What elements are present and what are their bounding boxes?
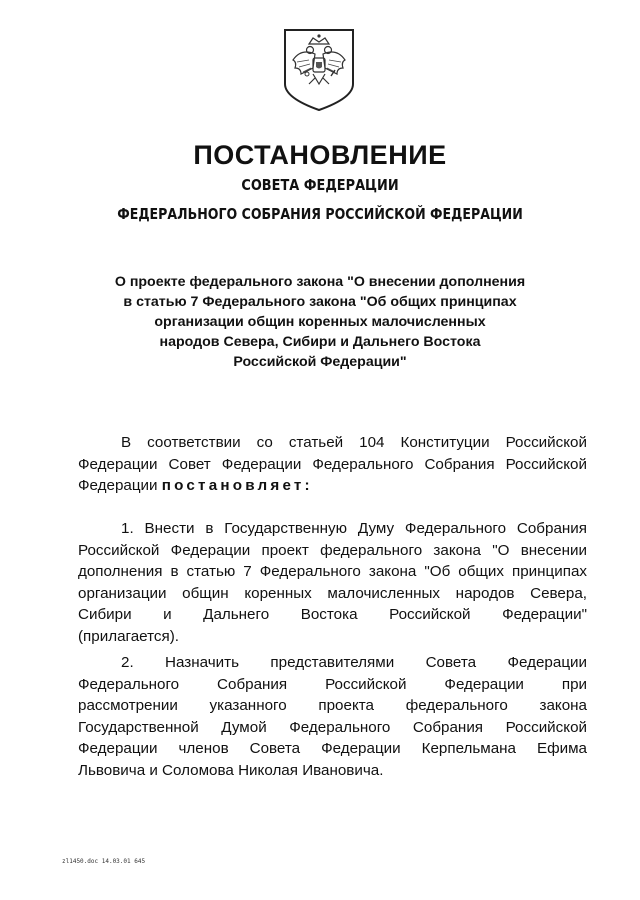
issuer-line-2: ФЕДЕРАЛЬНОГО СОБРАНИЯ РОССИЙСКОЙ ФЕДЕРАЦИИ: [117, 205, 523, 223]
file-reference: zl1450.doc 14.03.01 645: [62, 858, 146, 865]
issuer-line-1: СОВЕТА ФЕДЕРАЦИИ: [241, 176, 399, 194]
paragraph-line: [78, 475, 587, 497]
preamble-prefix: Федерации: [78, 477, 158, 494]
subject-line: Российской Федерации": [233, 354, 407, 370]
decree-item-1: [78, 518, 587, 647]
subject-line: организации общин коренных малочисленных: [154, 314, 486, 330]
paragraph-line: дополнения в статью 7 Федерального закона "Об общих принципах: [78, 563, 587, 580]
preamble-paragraph: [78, 432, 587, 497]
paragraph-line: Российской Федерации проект федерального закона "О внесении: [78, 541, 587, 559]
paragraph-line: Львовича и Соломова Николая Ивановича.: [78, 761, 384, 779]
subject-heading: [60, 272, 580, 372]
document-title: ПОСТАНОВЛЕНИЕ: [193, 140, 447, 170]
coat-of-arms-emblem-icon: [279, 24, 359, 112]
paragraph-line: Федерального Собрания Российской Федерации при: [78, 675, 587, 693]
paragraph-line: В соответствии со статьей 104 Конституции Российской: [121, 434, 587, 451]
paragraph-line: Государственной Думой Федерального Собрания Российской: [78, 718, 587, 736]
paragraph-line: 2. Назначить представителями Совета Федерации: [121, 654, 587, 671]
decree-item-2: [78, 652, 587, 781]
paragraph-line: Федерации Совет Федерации Федерального Собрания Российской: [78, 455, 587, 473]
decree-word: постановляет:: [161, 477, 313, 494]
paragraph-line: рассмотрении указанного проекта федерального закона: [78, 697, 587, 714]
paragraph-line: организации общин коренных малочисленных народов Севера,: [78, 584, 587, 602]
paragraph-line: 1. Внести в Государственную Думу Федерального Собрания: [121, 520, 587, 537]
subject-line: в статью 7 Федерального закона "Об общих принципах: [123, 294, 517, 310]
subject-line: народов Севера, Сибири и Дальнего Востока: [159, 334, 481, 350]
paragraph-line: Федерации членов Совета Федерации Керпельмана Ефима: [78, 740, 587, 757]
subject-line: О проекте федерального закона "О внесении дополнения: [114, 274, 526, 290]
paragraph-line: Сибири и Дальнего Востока Российской Федерации": [78, 606, 587, 623]
paragraph-line: (прилагается).: [78, 627, 179, 645]
